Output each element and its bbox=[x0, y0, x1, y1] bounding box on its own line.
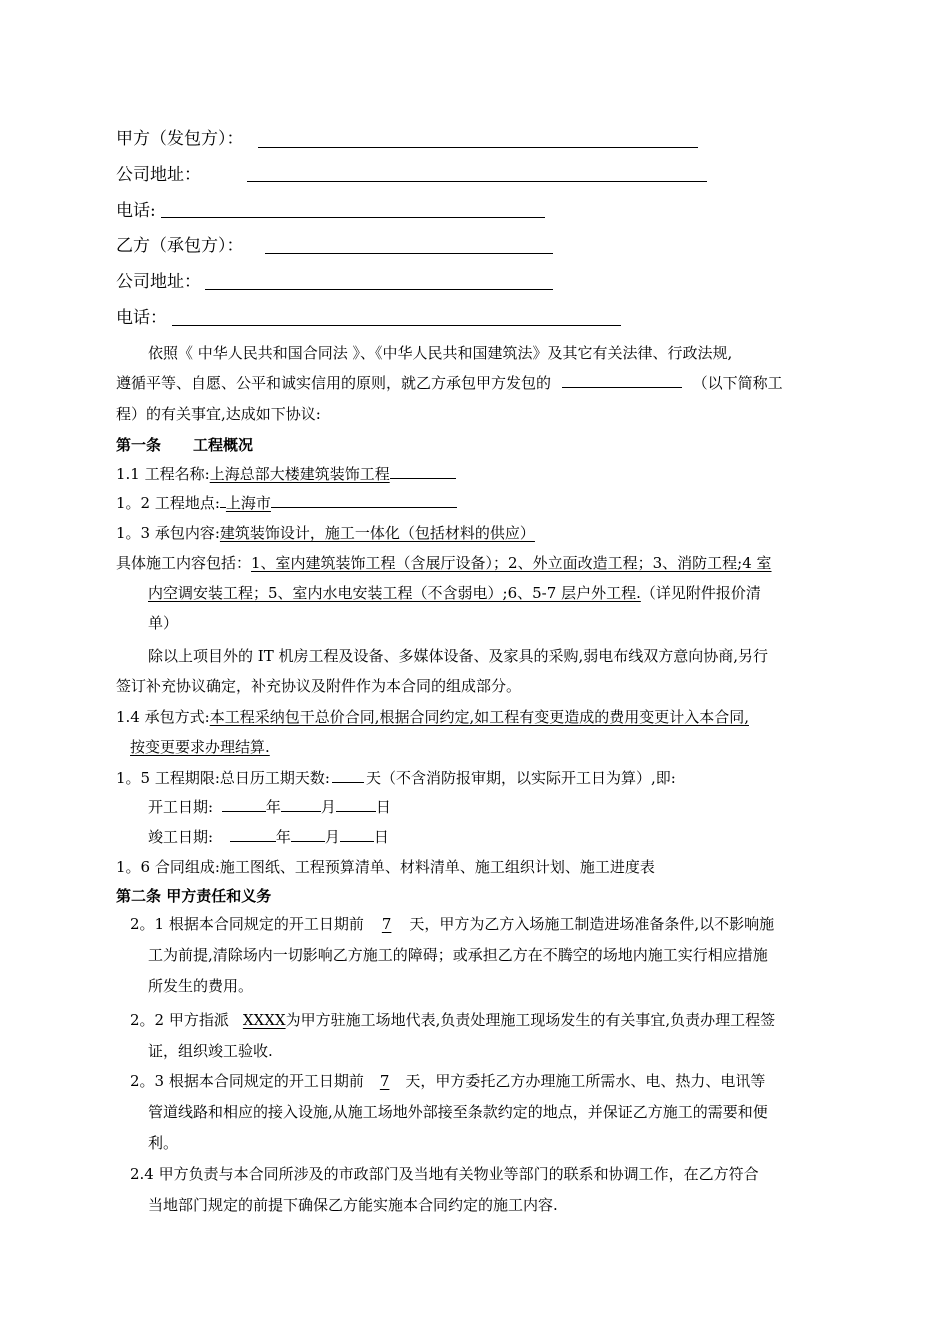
start-year-unit: 年 bbox=[265, 798, 281, 816]
art1-heading-title: 工程概况 bbox=[193, 436, 254, 454]
art1-extra-1: 除以上项目外的 IT 机房工程及设备、多媒体设备、及家具的采购,弱电布线双方意向协商,另行 bbox=[148, 647, 769, 665]
art1-p3-label: 1。3 承包内容: bbox=[116, 524, 220, 542]
art1-detail-label: 具体施工内容包括： bbox=[116, 554, 252, 572]
addr-a-label: 公司地址： bbox=[116, 165, 201, 185]
start-day-unit: 日 bbox=[375, 798, 391, 816]
party-a-line bbox=[258, 147, 698, 148]
project-name-blank bbox=[562, 373, 682, 388]
party-b-line bbox=[265, 253, 553, 254]
intro-line-3: 程）的有关事宜,达成如下协议: bbox=[116, 405, 321, 423]
art2-c1-line-2: 工为前提,清除场内一切影响乙方施工的障碍；或承担乙方在不腾空的场地内施工实行相应措施 bbox=[148, 946, 768, 964]
art1-detail-value-1: 1、室内建筑装饰工程（含展厅设备）；2、外立面改造工程；3、消防工程;4 室 bbox=[251, 554, 772, 572]
tel-a-label: 电话: bbox=[116, 201, 156, 221]
art1-detail-1 bbox=[116, 553, 772, 573]
addr-a-line bbox=[247, 181, 707, 182]
art1-detail-value-2: 内空调安装工程；5、室内水电安装工程（不含弱电）;6、5-7 层户外工程. bbox=[148, 584, 641, 602]
intro-line-2-post: （以下简称工 bbox=[692, 374, 783, 392]
art1-p1-label: 1.1 工程名称: bbox=[116, 465, 210, 483]
art1-p4-line-2 bbox=[130, 737, 270, 757]
addr-b-line bbox=[205, 289, 553, 290]
start-label: 开工日期: bbox=[148, 798, 214, 816]
art1-p2 bbox=[116, 493, 457, 513]
intro-line-2 bbox=[116, 373, 783, 393]
end-month-unit: 月 bbox=[324, 828, 340, 846]
end-day-unit: 日 bbox=[373, 828, 389, 846]
art2-c3-value: 7 bbox=[379, 1072, 390, 1090]
duration-blank bbox=[332, 768, 364, 783]
art1-p2-value: 上海市 bbox=[225, 494, 271, 512]
art2-c4-line-2: 当地部门规定的前提下确保乙方能实施本合同约定的施工内容. bbox=[148, 1196, 558, 1214]
art2-c3-line-2: 管道线路和相应的接入设施,从施工场地外部接至条款约定的地点，并保证乙方施工的需要和便 bbox=[148, 1103, 768, 1121]
art2-c1-post: 天，甲方为乙方入场施工制造进场准备条件,以不影响施 bbox=[409, 915, 775, 933]
start-month-unit: 月 bbox=[320, 798, 336, 816]
art2-c1-line-1 bbox=[130, 914, 774, 934]
art1-detail-post-2: （详见附件报价清 bbox=[640, 584, 761, 602]
art1-p3-value: 建筑装饰设计，施工一体化（包括材料的供应） bbox=[219, 524, 535, 542]
addr-b-label: 公司地址： bbox=[116, 272, 201, 292]
art2-c1-value: 7 bbox=[381, 915, 392, 933]
art1-heading bbox=[116, 435, 253, 455]
art2-c1-pre: 2。1 根据本合同规定的开工日期前 bbox=[130, 915, 364, 933]
art2-c3-post: 天，甲方委托乙方办理施工所需水、电、热力、电讯等 bbox=[405, 1072, 766, 1090]
tel-b-label: 电话： bbox=[116, 308, 167, 328]
tel-b-line bbox=[172, 325, 621, 326]
end-month-blank bbox=[291, 827, 325, 842]
art1-p5-pre: 1。5 工程期限:总日历工期天数: bbox=[116, 769, 330, 787]
start-day-blank bbox=[336, 797, 376, 812]
end-day-blank bbox=[340, 827, 374, 842]
start-month-blank bbox=[281, 797, 321, 812]
art1-detail-2 bbox=[148, 583, 761, 603]
art1-p4-value-1: 本工程采纳包干总价合同,根据合同约定,如工程有变更造成的费用变更计入本合同, bbox=[209, 708, 749, 726]
art2-c4-line-1: 2.4 甲方负责与本合同所涉及的市政部门及当地有关物业等部门的联系和协调工作，在乙方符合 bbox=[130, 1165, 759, 1183]
end-year-blank bbox=[230, 827, 276, 842]
art1-p1 bbox=[116, 464, 456, 484]
end-year-unit: 年 bbox=[275, 828, 291, 846]
intro-line-2-pre: 遵循平等、自愿、公平和诚实信用的原则，就乙方承包甲方发包的 bbox=[116, 374, 552, 392]
end-label: 竣工日期: bbox=[148, 828, 214, 846]
party-b-label: 乙方（承包方）： bbox=[116, 236, 244, 256]
start-year-blank bbox=[222, 797, 266, 812]
art2-c2-line-1 bbox=[130, 1010, 775, 1030]
art2-c3-line-3: 利。 bbox=[148, 1134, 179, 1152]
art2-c3-pre: 2。3 根据本合同规定的开工日期前 bbox=[130, 1072, 364, 1090]
art2-c2-pre: 2。2 甲方指派 bbox=[130, 1011, 229, 1029]
art1-p5-post: 天（不含消防报审期，以实际开工日为算）,即: bbox=[365, 769, 676, 787]
art2-c2-post: 为甲方驻施工场地代表,负责处理施工现场发生的有关事宜,负责办理工程签 bbox=[285, 1011, 776, 1029]
art1-p5 bbox=[116, 768, 676, 788]
art2-c2-value: XXXX bbox=[242, 1011, 286, 1029]
art1-p4 bbox=[116, 707, 749, 727]
art1-p6: 1。6 合同组成:施工图纸、工程预算清单、材料清单、施工组织计划、施工进度表 bbox=[116, 858, 655, 876]
art2-c3-line-1 bbox=[130, 1071, 765, 1091]
art1-p3 bbox=[116, 523, 535, 543]
art1-extra-2: 签订补充协议确定，补充协议及附件作为本合同的组成部分。 bbox=[116, 677, 522, 695]
art1-detail-3: 单） bbox=[148, 614, 179, 632]
intro-line-1: 依照《 中华人民共和国合同法 》、《中华人民共和国建筑法》及其它有关法律、行政法规, bbox=[148, 344, 733, 362]
art1-p1-value: 上海总部大楼建筑装饰工程 bbox=[209, 465, 390, 483]
end-date-line bbox=[148, 827, 389, 847]
party-a-label: 甲方（发包方）： bbox=[116, 129, 244, 149]
art1-heading-num: 第一条 bbox=[116, 436, 162, 454]
art2-c2-line-2: 证，组织竣工验收. bbox=[148, 1042, 273, 1060]
tel-a-line bbox=[161, 217, 545, 218]
art2-c1-line-3: 所发生的费用。 bbox=[148, 977, 254, 995]
art2-heading: 第二条 甲方责任和义务 bbox=[116, 887, 272, 905]
art1-p2-label: 1。2 工程地点: bbox=[116, 494, 220, 512]
art1-p4-label: 1.4 承包方式: bbox=[116, 708, 210, 726]
art1-p4-value-2: 按变更要求办理结算. bbox=[130, 738, 270, 756]
start-date-line bbox=[148, 797, 391, 817]
